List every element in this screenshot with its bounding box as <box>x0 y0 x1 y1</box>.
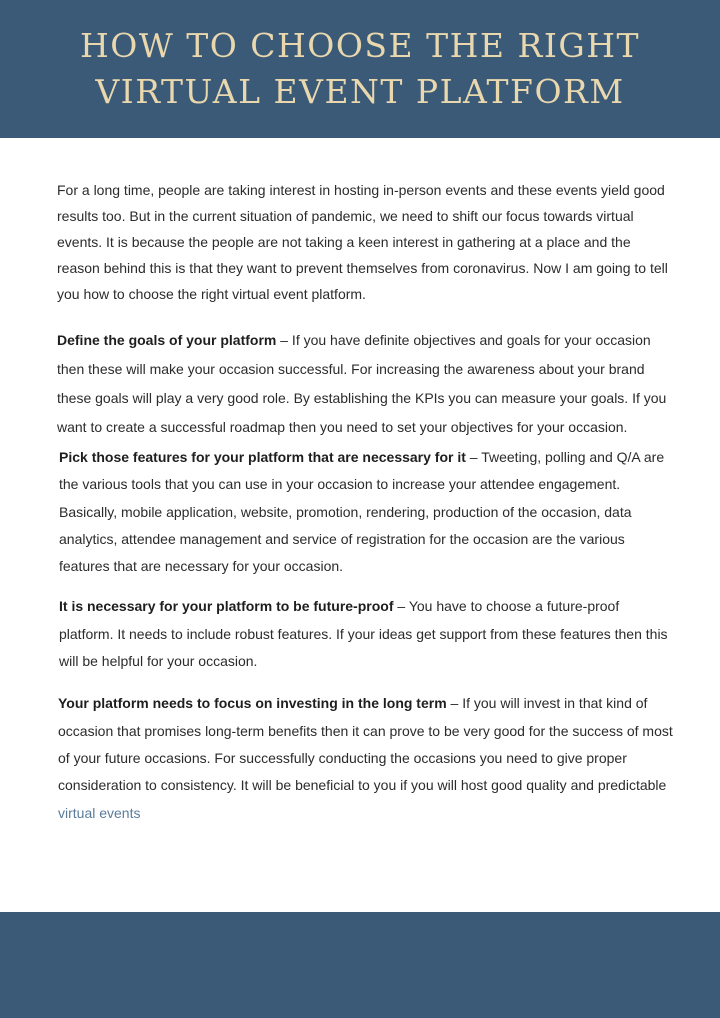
section-future-proof <box>59 593 673 675</box>
virtual-events-link[interactable]: virtual events <box>58 804 141 821</box>
section-features-text: – Tweeting, polling and Q/A are the various tools that you can use in your occasion to increase your attendee engagement. Basically, mobile application, website, promotion, rendering, production of the occasion, data analytics, attendee management and service of registration for the occasion are the various features that are necessary for your occasion. <box>59 449 665 575</box>
intro-paragraph: For a long time, people are taking interest in hosting in-person events and these events yield good results too. But in the current situation of pandemic, we need to shift our focus towards virtual events. It is because the people are not taking a keen interest in gathering at a place and the reason behind this is that they want to prevent themselves from coronavirus. Now I am going to tell you how to choose the right virtual event platform. <box>57 182 668 302</box>
title-line-1: HOW TO CHOOSE THE RIGHT <box>79 26 641 65</box>
section-goals-text: – If you have definite objectives and goals for your occasion then these will make your occasion successful. For increasing the awareness about your brand these goals will play a very good role. By establishing the KPIs you can measure your goals. If you want to create a successful roadmap then you need to set your objectives for your occasion. <box>57 332 667 435</box>
section-long-term <box>58 690 673 826</box>
section-long-term-heading: Your platform needs to focus on investing in the long term <box>58 695 447 712</box>
section-future-proof-text: – You have to choose a future-proof platform. It needs to include robust features. If your ideas get support from these features then this will be helpful for your occasion. <box>59 598 668 670</box>
section-goals <box>57 326 673 442</box>
header-banner <box>0 0 720 138</box>
footer-band <box>0 912 720 1018</box>
section-features <box>59 444 673 580</box>
section-future-proof-heading: It is necessary for your platform to be future-proof <box>59 598 394 615</box>
page-title <box>50 23 670 115</box>
section-long-term-text: – If you will invest in that kind of occasion that promises long-term benefits then it can prove to be very good for the success of most of your future occasions. For successfully conducting the occasions you need to give proper consideration to consistency. It will be beneficial to you if you will host good quality and predictable <box>58 695 673 794</box>
section-features-heading: Pick those features for your platform that are necessary for it <box>59 449 466 465</box>
article-body <box>57 177 673 827</box>
title-line-2: VIRTUAL EVENT PLATFORM <box>95 72 625 111</box>
section-goals-heading: Define the goals of your platform <box>57 332 277 348</box>
